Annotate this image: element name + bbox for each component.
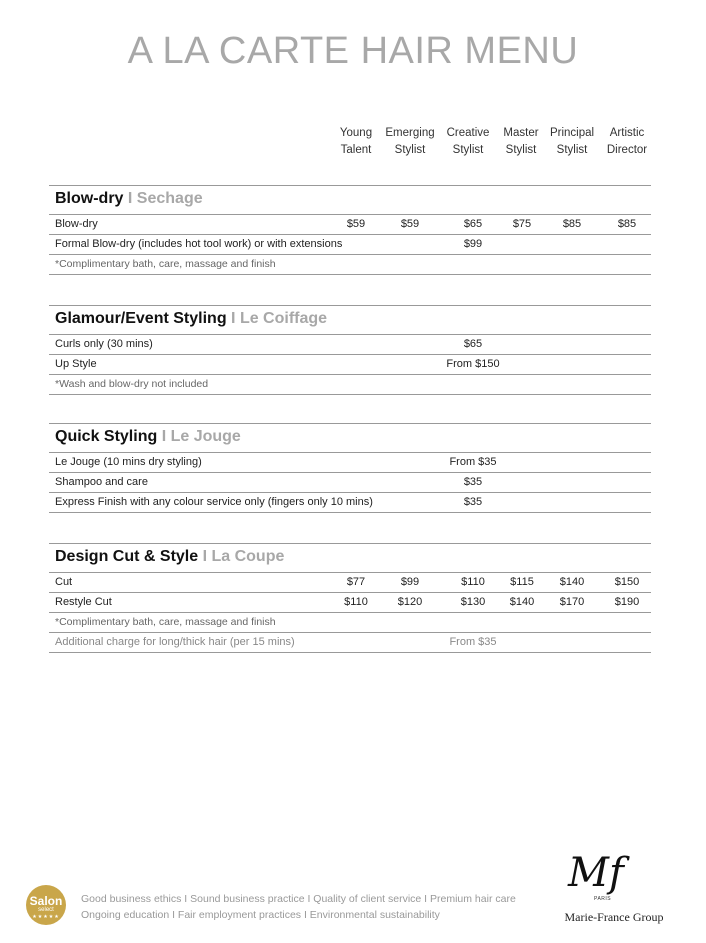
price-principal-stylist: $170 <box>559 596 585 608</box>
row-label: Restyle Cut <box>55 596 112 608</box>
section-glamour-event-styling <box>49 305 651 395</box>
column-header-line: Talent <box>340 144 372 156</box>
price-principal-stylist: $85 <box>562 218 582 230</box>
column-header-line: Principal <box>549 127 595 139</box>
star-icon: ★★★★★ <box>32 914 60 920</box>
price-master-stylist: $75 <box>512 218 532 230</box>
marie-france-logo <box>556 848 672 928</box>
price-artistic-director: $190 <box>614 596 640 608</box>
row-label: Cut <box>55 576 73 588</box>
column-header-line: Artistic <box>609 127 645 139</box>
column-header-emerging-stylist <box>380 125 440 159</box>
section-subtitle: I Le Coiffage <box>231 310 328 327</box>
row-price: $99 <box>463 238 483 250</box>
note-text: *Wash and blow-dry not included <box>55 378 209 390</box>
price-creative-stylist: $110 <box>461 576 485 588</box>
salon-select-badge <box>26 885 66 925</box>
table-note <box>49 375 651 395</box>
column-header-line: Stylist <box>394 144 426 156</box>
row-price: $35 <box>463 496 483 508</box>
price-young-talent: $110 <box>344 596 368 608</box>
table-row <box>49 593 651 613</box>
section-heading <box>49 305 651 335</box>
badge-text: Salon <box>29 894 63 908</box>
table-row <box>49 215 651 235</box>
section-quick-styling <box>49 423 651 513</box>
note-text: *Complimentary bath, care, massage and finish <box>55 258 276 270</box>
column-header-artistic-director <box>597 125 657 159</box>
logo-name: Marie-France Group <box>564 910 664 924</box>
section-subtitle: I Le Jouge <box>161 428 241 445</box>
row-price: From $35 <box>449 456 497 468</box>
section-title <box>55 310 327 328</box>
price-creative-stylist: $65 <box>463 218 483 230</box>
column-header-line: Emerging <box>385 127 435 139</box>
price-creative-stylist: $130 <box>460 596 486 608</box>
row-label: Shampoo and care <box>55 476 148 488</box>
row-label: Formal Blow-dry (includes hot tool work) or with extensions <box>55 238 343 250</box>
table-row <box>49 573 651 593</box>
column-header-line: Master <box>503 127 539 139</box>
price-master-stylist: $115 <box>510 576 534 588</box>
row-label: Up Style <box>55 358 97 370</box>
table-row <box>49 633 651 653</box>
column-header-line: Director <box>606 144 648 156</box>
section-title <box>55 428 241 446</box>
row-price: $35 <box>463 476 483 488</box>
table-row <box>49 473 651 493</box>
section-name: Glamour/Event Styling <box>55 310 227 327</box>
section-design-cut-style <box>49 543 651 653</box>
page-title: A LA CARTE HAIR MENU <box>127 30 579 72</box>
table-note <box>49 613 651 633</box>
row-price: From $35 <box>449 636 497 648</box>
price-emerging-stylist: $120 <box>397 596 423 608</box>
table-note <box>49 255 651 275</box>
logo-paris: PARIS <box>594 896 612 902</box>
row-label: Blow-dry <box>55 218 98 230</box>
section-title <box>55 190 203 208</box>
price-emerging-stylist: $59 <box>400 218 420 230</box>
section-heading <box>49 543 651 573</box>
note-text: *Complimentary bath, care, massage and finish <box>55 616 276 628</box>
section-heading <box>49 185 651 215</box>
section-blow-dry <box>49 185 651 275</box>
row-label: Curls only (30 mins) <box>55 338 153 350</box>
footer-values-line-1: Good business ethics I Sound business practice I Quality of client service I Premium hair care <box>81 893 516 905</box>
section-heading <box>49 423 651 453</box>
table-row <box>49 493 651 513</box>
column-header-line: Stylist <box>556 144 588 156</box>
section-title <box>55 548 284 566</box>
section-subtitle: I Sechage <box>127 190 203 207</box>
price-artistic-director: $85 <box>617 218 637 230</box>
price-emerging-stylist: $99 <box>400 576 420 588</box>
table-row <box>49 335 651 355</box>
row-label: Express Finish with any colour service only (fingers only 10 mins) <box>55 496 373 508</box>
column-header-line: Stylist <box>505 144 537 156</box>
logo-mark: Mf <box>568 850 624 896</box>
row-label: Le Jouge (10 mins dry styling) <box>55 456 202 468</box>
column-header-line: Stylist <box>452 144 484 156</box>
column-header-line: Creative <box>446 127 490 139</box>
column-header-line: Young <box>339 127 373 139</box>
column-header-principal-stylist <box>542 125 602 159</box>
section-subtitle: I La Coupe <box>202 548 285 565</box>
price-artistic-director: $150 <box>614 576 640 588</box>
row-label: Additional charge for long/thick hair (per 15 mins) <box>55 636 295 648</box>
table-row <box>49 235 651 255</box>
column-header-young-talent <box>326 125 386 159</box>
column-header-creative-stylist <box>438 125 498 159</box>
table-row <box>49 453 651 473</box>
section-name: Design Cut & Style <box>55 548 199 565</box>
table-row <box>49 355 651 375</box>
footer-values-line-2: Ongoing education I Fair employment practices I Environmental sustainability <box>81 909 440 921</box>
section-name: Quick Styling <box>55 428 158 445</box>
price-young-talent: $59 <box>346 218 366 230</box>
row-price: $65 <box>463 338 483 350</box>
price-young-talent: $77 <box>346 576 366 588</box>
section-name: Blow-dry <box>55 190 124 207</box>
badge-subtext: select <box>38 907 54 913</box>
price-master-stylist: $140 <box>509 596 535 608</box>
row-price: From $150 <box>446 358 500 370</box>
price-principal-stylist: $140 <box>559 576 585 588</box>
